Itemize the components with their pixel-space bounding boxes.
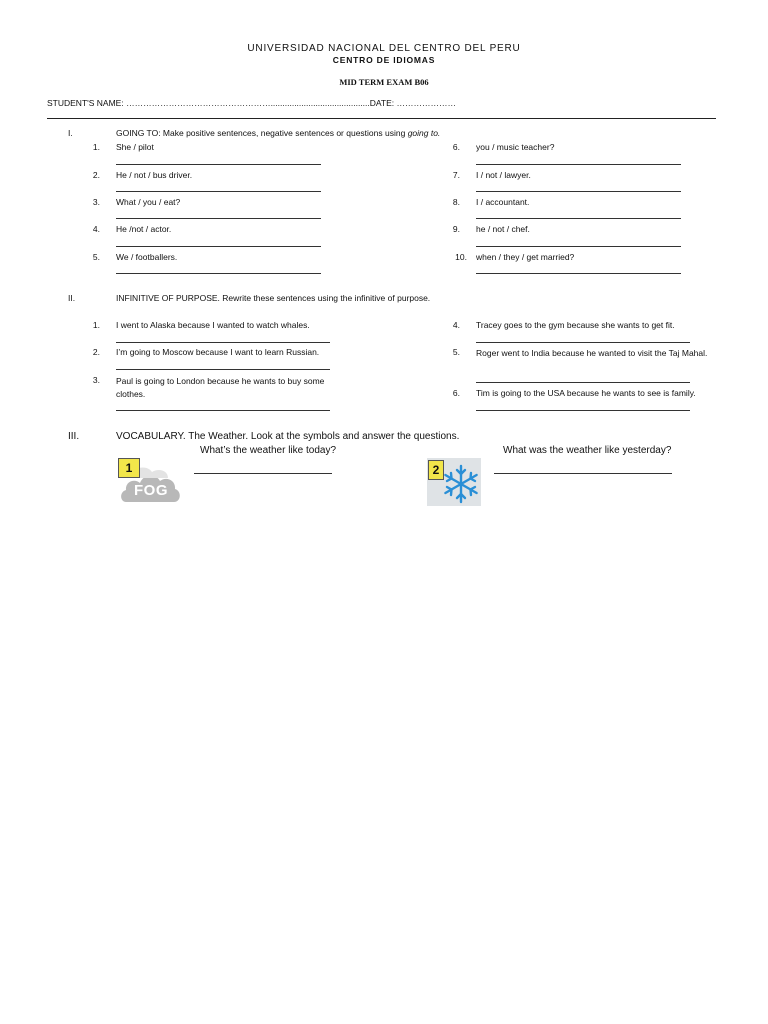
center-name: CENTRO DE IDIOMAS	[332, 55, 436, 65]
section3-instruction: VOCABULARY. The Weather. Look at the symbols and answer the questions.	[116, 431, 460, 442]
fog-label: FOG	[134, 482, 168, 499]
s2-item6-number: 6.	[452, 388, 460, 398]
s1-item3-number: 3.	[92, 197, 100, 207]
s1-item9-answer-line[interactable]	[476, 246, 681, 247]
s2-item1-number: 1.	[92, 320, 100, 330]
header-divider	[47, 118, 716, 119]
s1-item9-number: 9.	[452, 224, 460, 234]
exam-title: MID TERM EXAM B06	[339, 77, 429, 87]
university-name: UNIVERSIDAD NACIONAL DEL CENTRO DEL PERU	[247, 43, 521, 54]
s2-item2-number: 2.	[92, 347, 100, 357]
fog-symbol	[118, 458, 182, 506]
s2-item5-answer-line[interactable]	[476, 382, 690, 383]
section1-title: GOING TO:	[116, 128, 161, 138]
s1-item2-number: 2.	[92, 170, 100, 180]
s1-item5-answer-line[interactable]	[116, 273, 321, 274]
s1-item4-number: 4.	[92, 224, 100, 234]
s1-item1-answer-line[interactable]	[116, 164, 321, 165]
section1-instruction	[116, 128, 440, 138]
s2-item2-text: I’m going to Moscow because I want to learn Russian.	[116, 347, 320, 357]
s2-item4-answer-line[interactable]	[476, 342, 690, 343]
s1-item7-answer-line[interactable]	[476, 191, 681, 192]
s1-item8-answer-line[interactable]	[476, 218, 681, 219]
student-name-date-line: STUDENT'S NAME: ……………………………………………..........................................DATE: …………………	[47, 98, 457, 108]
section2-instruction	[116, 293, 430, 303]
section1-numeral: I.	[68, 128, 73, 138]
s2-item3-answer-line[interactable]	[116, 410, 330, 411]
section1-instruction-italic: going to.	[407, 128, 441, 138]
s1-item2-text: He / not / bus driver.	[116, 170, 193, 180]
s1-item7-text: I / not / lawyer.	[476, 170, 531, 180]
s2-item4-number: 4.	[452, 320, 460, 330]
s1-item10-answer-line[interactable]	[476, 273, 681, 274]
snow-symbol	[427, 458, 481, 506]
s1-item8-text: I / accountant.	[476, 197, 530, 207]
s1-item5-text: We / footballers.	[116, 252, 178, 262]
s1-item4-answer-line[interactable]	[116, 246, 321, 247]
s2-item2-answer-line[interactable]	[116, 369, 330, 370]
section2-instruction-text: . Rewrite these sentences using the infinitive of purpose.	[217, 293, 431, 303]
s1-item10-text: when / they / get married?	[476, 252, 575, 262]
s1-item4-text: He /not / actor.	[116, 224, 172, 234]
s1-item6-text: you / music teacher?	[476, 142, 555, 152]
question-today: What’s the weather like today?	[200, 445, 337, 456]
s1-item6-answer-line[interactable]	[476, 164, 681, 165]
answer-line-yesterday[interactable]	[494, 473, 672, 474]
s2-item1-text: I went to Alaska because I wanted to watch whales.	[116, 320, 310, 330]
s1-item1-text: She / pilot	[116, 142, 154, 152]
section2-numeral: II.	[68, 293, 76, 303]
section3-numeral: III.	[68, 431, 80, 442]
s1-item3-text: What / you / eat?	[116, 197, 181, 207]
s1-item3-answer-line[interactable]	[116, 218, 321, 219]
s2-item3-text: Paul is going to London because he wants to buy some clothes.	[116, 376, 325, 399]
s2-item5-number: 5.	[452, 347, 460, 357]
s2-item3-number: 3.	[92, 375, 100, 385]
s2-item4-text: Tracey goes to the gym because she wants to get fit.	[476, 320, 675, 330]
s1-item9-text: he / not / chef.	[476, 224, 530, 234]
s1-item10-number: 10.	[455, 252, 467, 262]
symbol1-number-badge: 1	[118, 458, 140, 478]
section2-title: INFINITIVE OF PURPOSE	[116, 293, 218, 303]
s2-item5-text: Roger went to India because he wanted to visit the Taj Mahal.	[476, 348, 708, 358]
s1-item6-number: 6.	[452, 142, 460, 152]
s2-item6-answer-line[interactable]	[476, 410, 690, 411]
s1-item2-answer-line[interactable]	[116, 191, 321, 192]
s1-item5-number: 5.	[92, 252, 100, 262]
symbol2-number-badge: 2	[428, 460, 444, 480]
s1-item8-number: 8.	[452, 197, 460, 207]
s2-item6-text: Tim is going to the USA because he wants to see is family.	[476, 388, 696, 398]
answer-line-today[interactable]	[194, 473, 332, 474]
s1-item1-number: 1.	[92, 142, 100, 152]
s2-item1-answer-line[interactable]	[116, 342, 330, 343]
section1-instruction-text: Make positive sentences, negative sentences or questions using	[160, 128, 408, 138]
s1-item7-number: 7.	[452, 170, 460, 180]
question-yesterday: What was the weather like yesterday?	[503, 445, 672, 456]
